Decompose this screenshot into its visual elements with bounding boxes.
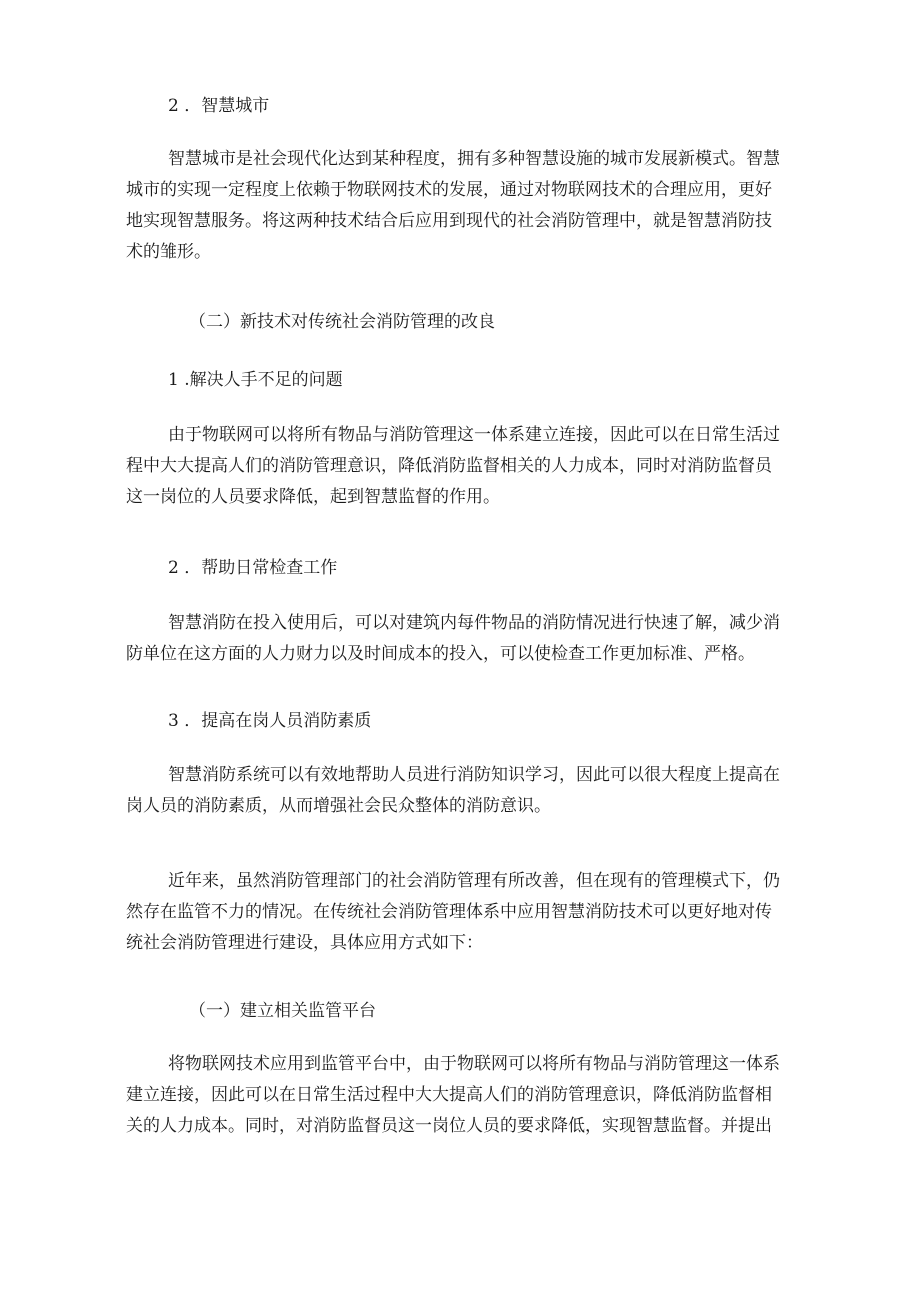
paragraph-daily-inspection xyxy=(126,608,788,670)
item-heading-manpower: 1 .解决人手不足的问题 xyxy=(168,370,343,390)
paragraph-line: 岗人员的消防素质，从而增强社会民众整体的消防意识。 xyxy=(126,796,551,816)
paragraph-manpower xyxy=(126,420,788,513)
paragraph-line: 关的人力成本。同时，对消防监督员这一岗位人员的要求降低，实现智慧监督。并提出 xyxy=(126,1116,772,1136)
paragraph-line: 然存在监管不力的情况。在传统社会消防管理体系中应用智慧消防技术可以更好地对传 xyxy=(126,902,772,922)
paragraph-line: 智慧消防在投入使用后，可以对建筑内每件物品的消防情况进行快速了解，减少消 xyxy=(168,613,780,633)
paragraph-line: 程中大大提高人们的消防管理意识，降低消防监督相关的人力成本，同时对消防监督员 xyxy=(126,456,772,476)
subsection-heading-improvement: （二）新技术对传统社会消防管理的改良 xyxy=(189,312,495,332)
paragraph-line: 将物联网技术应用到监管平台中，由于物联网可以将所有物品与消防管理这一体系 xyxy=(168,1054,780,1074)
paragraph-line: 由于物联网可以将所有物品与消防管理这一体系建立连接，因此可以在日常生活过 xyxy=(168,425,780,445)
paragraph-line: 统社会消防管理进行建设，具体应用方式如下： xyxy=(126,933,483,953)
paragraph-line: 术的雏形。 xyxy=(126,242,211,262)
paragraph-platform xyxy=(126,1049,788,1142)
paragraph-line: 这一岗位的人员要求降低，起到智慧监督的作用。 xyxy=(126,487,500,507)
paragraph-line: 地实现智慧服务。将这两种技术结合后应用到现代的社会消防管理中，就是智慧消防技 xyxy=(126,211,772,231)
paragraph-recent-years xyxy=(126,866,788,959)
paragraph-line: 城市的实现一定程度上依赖于物联网技术的发展，通过对物联网技术的合理应用，更好 xyxy=(126,180,772,200)
paragraph-line: 近年来，虽然消防管理部门的社会消防管理有所改善，但在现有的管理模式下，仍 xyxy=(168,871,780,891)
paragraph-line: 智慧消防系统可以有效地帮助人员进行消防知识学习，因此可以很大程度上提高在 xyxy=(168,765,780,785)
item-heading-staff-quality: 3 ．提高在岗人员消防素质 xyxy=(168,711,372,731)
subsection-heading-platform: （一）建立相关监管平台 xyxy=(189,1001,376,1021)
paragraph-staff-quality xyxy=(126,760,788,822)
section-heading-smart-city: 2 ．智慧城市 xyxy=(168,96,270,116)
item-heading-daily-inspection: 2 ．帮助日常检查工作 xyxy=(168,558,338,578)
paragraph-line: 防单位在这方面的人力财力以及时间成本的投入，可以使检查工作更加标准、严格。 xyxy=(126,644,755,664)
paragraph-smart-city xyxy=(126,144,788,268)
paragraph-line: 建立连接，因此可以在日常生活过程中大大提高人们的消防管理意识，降低消防监督相 xyxy=(126,1085,772,1105)
paragraph-line: 智慧城市是社会现代化达到某种程度，拥有多种智慧设施的城市发展新模式。智慧 xyxy=(168,149,780,169)
